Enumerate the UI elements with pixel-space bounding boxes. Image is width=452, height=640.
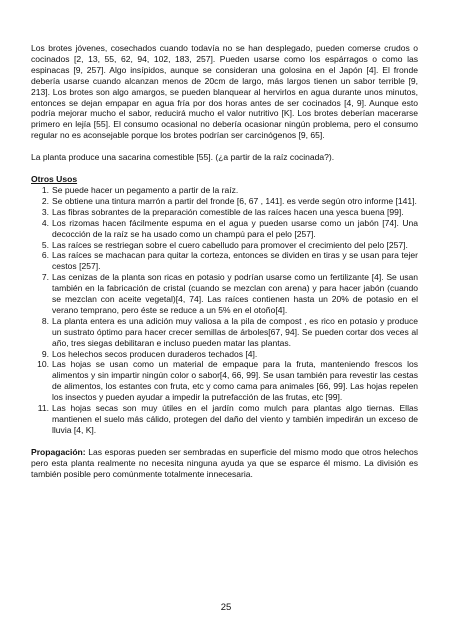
list-item: [31, 349, 418, 360]
list-item-number: 6.: [41, 250, 49, 261]
list-item: [31, 185, 418, 196]
list-item-number: 4.: [41, 217, 49, 228]
list-item-number: 1.: [41, 184, 49, 195]
list-item-number: 3.: [41, 206, 49, 217]
list-item-text: Las hojas secas son muy útiles en el jardín como mulch para plantas algo tiernas. Ellas mantienen el suelo más cálido, protegen del daño del viento y también impedirán un exceso de lluvia [4, K].: [52, 403, 418, 435]
propagation-label: Propagación:: [31, 446, 86, 457]
list-item: [31, 207, 418, 218]
list-item-text: Las cenizas de la planta son ricas en potasio y podrían usarse como un fertilizante [4]. Se usan también en la fabricación de cristal (cuando se mezclan con arena) y para hacer jabón (cuando se mezclan con aceite vegetal)[4, 74]. Las raíces contienen hasta un 20% de potasio en el verano temprano, pero éste se reduce a un 5% en el otoño[4].: [52, 272, 418, 315]
intro-paragraph: Los brotes jóvenes, cosechados cuando todavía no se han desplegado, pueden comerse crudos o cocinados [2, 13, 55, 62, 94, 102, 183, 257]. Pueden usarse como los espárragos o como las espinacas [9, 257]. Algo insípidos, aunque se consideran una golosina en el Japón [4]. El fronde debería usarse cuando alcanzan menos de 20cm de largo, más largos tienen un sabor terrible [9, 213]. Los brotes son algo amargos, se pueden blanquear al hervirlos en agua durante unos minutos, entonces se dejan empapar en agua fría por dos horas antes de ser cocinados [4, 9]. Aunque esto podría mejorar mucho el sabor, reducirá mucho el valor nutritivo [K]. Los brotes deberían macerarse primero en lejía [55]. El consumo ocasional no debería ocasionar ningún problema, pero el consumo regular no es aconsejable porque los brotes podrían ser carcinógenos [9, 65].: [31, 43, 418, 141]
propagation-paragraph: [31, 447, 418, 480]
list-item-number: 8.: [41, 315, 49, 326]
sweetener-paragraph: La planta produce una sacarina comestible [55]. (¿a partir de la raíz cocinada?).: [31, 152, 335, 163]
list-item: [31, 403, 418, 436]
list-item-text: Los helechos secos producen duraderos techados [4].: [52, 348, 258, 359]
list-item-number: 7.: [41, 272, 49, 283]
list-item: [31, 272, 418, 316]
other-uses-heading: Otros Usos: [31, 174, 78, 185]
page-number: 25: [220, 602, 232, 613]
list-item-text: Se puede hacer un pegamento a partir de la raíz.: [52, 184, 239, 195]
list-item-number: 11.: [37, 403, 49, 414]
list-item-text: Las fibras sobrantes de la preparación comestible de las raíces hacen una yesca buena [99].: [52, 206, 404, 217]
list-item-text: Las raíces se machacan para quitar la corteza, entonces se dividen en tiras y se usan para tejer cestos [257].: [52, 250, 418, 272]
list-item-text: Los rizomas hacen fácilmente espuma en el agua y pueden usarse como un jabón [74]. Una decocción de la raíz se ha usado como un champú para el pelo [257].: [52, 217, 418, 239]
list-item-text: La planta entera es una adición muy valiosa a la pila de compost , es rico en potasio y produce un sustrato óptimo para hacer crecer semillas de árboles[67, 94]. Se pueden cortar dos veces al año, tres siegas debilitaran e incluso pueden matar las plantas.: [52, 315, 418, 348]
list-item: [31, 316, 418, 349]
list-item-text: Las raíces se restriegan sobre el cuero cabelludo para promover el crecimiento del pelo [257].: [52, 239, 408, 250]
other-uses-list: [31, 185, 418, 436]
list-item: [31, 359, 418, 403]
list-item: [31, 240, 418, 251]
list-item-text: Las hojas se usan como un material de empaque para la fruta, manteniendo frescos los alimentos y sin impartir ningún color o sabor[4, 66, 99]. Se usan también para revestir las cestas de alimentos, los estantes con fruta, etc y como cama para animales [66, 99]. Las hojas repelen los insectos y pueden ayudar a impedir la putrefacción de las frutas, etc [99].: [52, 359, 418, 403]
list-item-number: 5.: [41, 239, 49, 250]
list-item-number: 10.: [37, 359, 49, 370]
propagation-text: Las esporas pueden ser sembradas en superficie del mismo modo que otros helechos pero esta planta realmente no necesita ninguna ayuda ya que se esparce él mismo. La división es también posible pero comúnmente totalmente innecesaria.: [31, 446, 418, 479]
list-item-number: 9.: [41, 348, 49, 359]
list-item-text: Se obtiene una tintura marrón a partir del fronde [6, 67 , 141]. es verde según otro informe [141].: [52, 195, 417, 206]
list-item: [31, 218, 418, 240]
list-item: [31, 196, 418, 207]
list-item: [31, 250, 418, 272]
list-item-number: 2.: [41, 195, 49, 206]
